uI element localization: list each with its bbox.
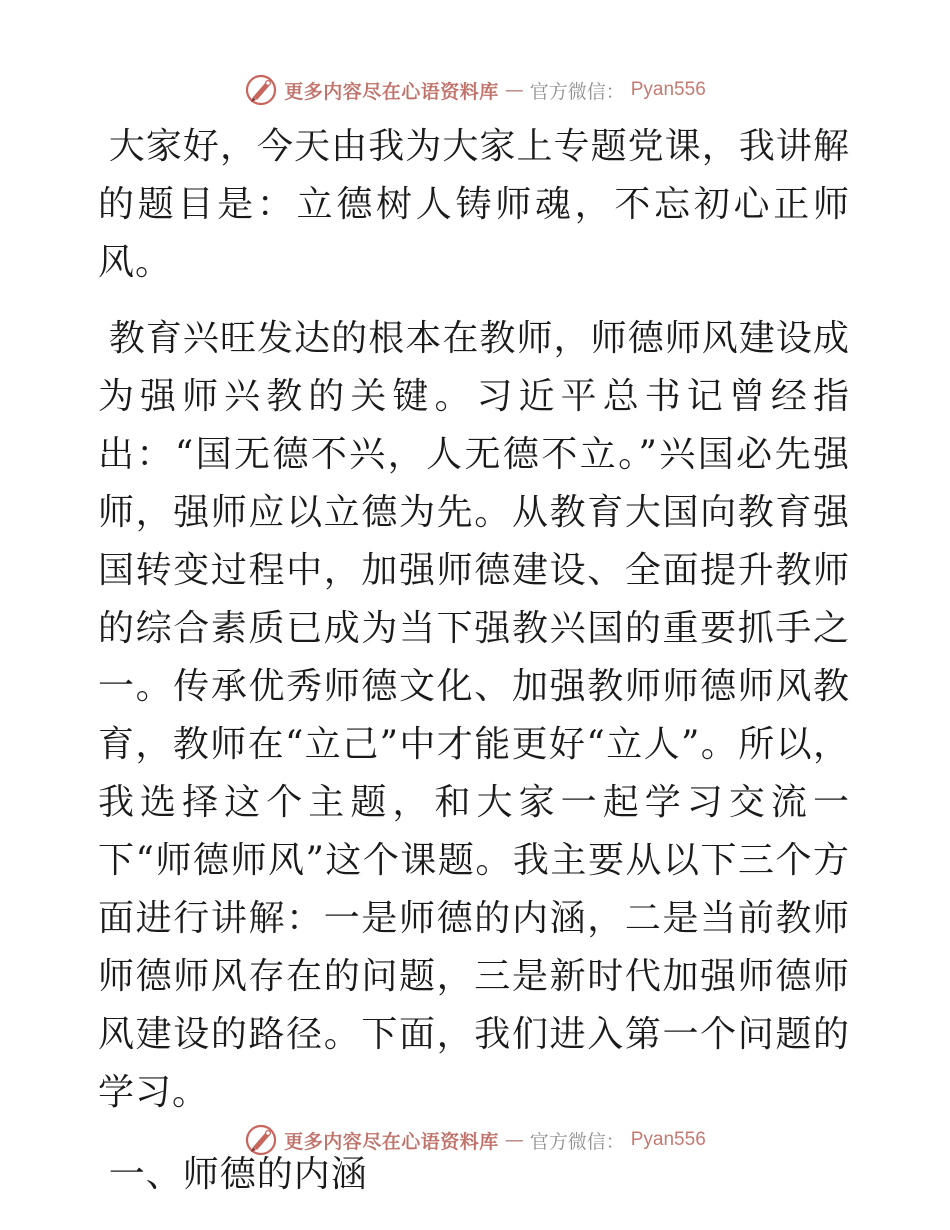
banner-wechat-id: Pyan556 (630, 1129, 706, 1150)
pen-seal-logo-icon (244, 1123, 278, 1157)
footer-watermark-banner (0, 1120, 950, 1160)
banner-wechat-label: 官方微信： (529, 80, 625, 103)
section-heading: 一、师德的内涵 (108, 1154, 368, 1195)
paragraph-introduction: 教育兴旺发达的根本在教师，师德师风建设成为强师兴教的关键。习近平总书记曾经指出：“国无德不兴，人无德不立。”兴国必先强师，强师应以立德为先。从教育大国向教育强国转变过程中，加强师德建设、全面提升教师的综合素质已成为当下强教兴国的重要抓手之一。传承优秀师德文化、加强教师师德师风教育，教师在“立己”中才能更好“立人”。所以，我选择这个主题，和大家一起学习交流一下“师德师风”这个课题。我主要从以下三个方面进行讲解：一是师德的内涵，二是当前教师师德师风存在的问题，三是新时代加强师德师风建设的路径。下面，我们进入第一个问题的学习。 (98, 318, 850, 1113)
banner-separator: — (504, 1129, 524, 1151)
banner-separator: — (504, 79, 524, 101)
banner-ad-text: 更多内容尽在心语资料库 (284, 1130, 499, 1153)
paragraph-greeting: 大家好，今天由我为大家上专题党课，我讲解的题目是：立德树人铸师魂，不忘初心正师风。 (98, 126, 850, 283)
header-watermark-banner (0, 70, 950, 110)
pen-seal-logo-icon (244, 73, 278, 107)
banner-wechat-label: 官方微信： (529, 1130, 625, 1153)
document-body (98, 118, 850, 1222)
banner-wechat-id: Pyan556 (630, 79, 706, 100)
banner-ad-text: 更多内容尽在心语资料库 (284, 80, 499, 103)
